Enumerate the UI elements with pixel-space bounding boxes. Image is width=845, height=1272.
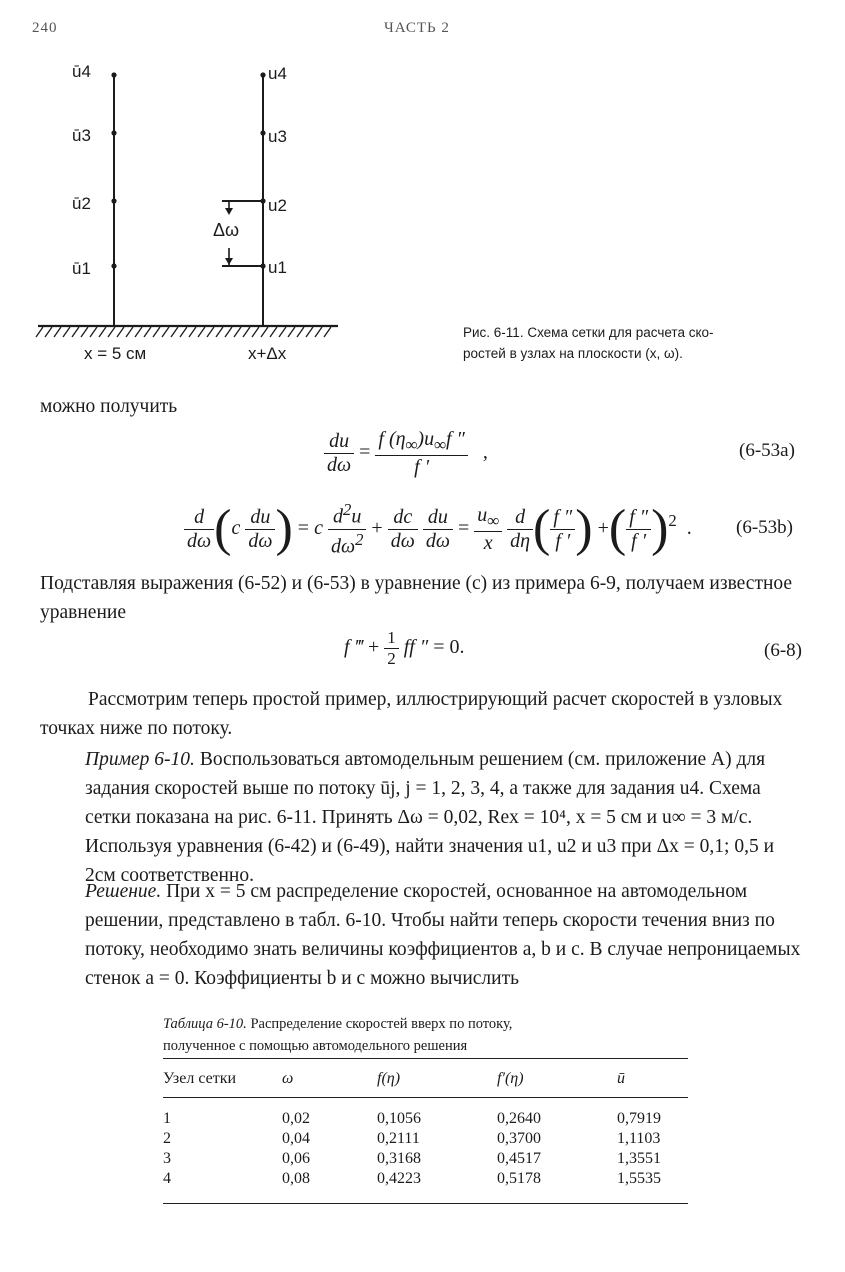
table-cell: 1,5535 <box>617 1170 661 1187</box>
wall-hatch-line <box>153 327 160 337</box>
label-u3: u3 <box>268 127 287 146</box>
table-row <box>163 1109 697 1129</box>
table-cell: 1,1103 <box>617 1130 661 1147</box>
wall-hatch-line <box>171 327 178 337</box>
equation-number-6-53a: (6-53a) <box>739 440 795 461</box>
table-bottom-rule <box>163 1203 688 1204</box>
table-cell: 3 <box>163 1150 171 1167</box>
table-caption: Таблица 6-10. Распределение скоростей вверх по потоку, полученное с помощью автомодельного решения <box>163 1016 513 1054</box>
figure-grid-scheme <box>0 0 845 380</box>
table-cell: 0,2640 <box>497 1110 541 1127</box>
wall-hatch-line <box>45 327 52 337</box>
label-u2-bar: ū2 <box>72 194 91 213</box>
label-u4: u4 <box>268 64 287 83</box>
wall-hatch-line <box>117 327 124 337</box>
paragraph-example-intro: Рассмотрим теперь простой пример, иллюстрирующий расчет скоростей в узловых точках ниже по потоку. <box>40 689 783 739</box>
wall-hatch-line <box>72 327 79 337</box>
table-cell: 4 <box>163 1170 171 1187</box>
wall-hatch-line <box>63 327 70 337</box>
paragraph-substitution: Подставляя выражения (6-52) и (6-53) в уравнение (c) из примера 6-9, получаем известное уравнение <box>40 573 793 623</box>
wall-hatch-line <box>81 327 88 337</box>
label-u3-bar: ū3 <box>72 126 91 145</box>
wall-hatch-line <box>54 327 61 337</box>
equation-6-8: f ‴ + $\frac{1}{2}$ ff ″ = 0. <box>344 628 465 668</box>
table-row <box>163 1169 697 1189</box>
solution-label: Решение. <box>85 881 162 902</box>
grid-scheme-drawing <box>0 0 845 380</box>
solution-body: При x = 5 см распределение скоростей, основанное на автомодельном решении, представлено в табл. 6-10. Чтобы найти теперь скорости течения вниз по потоку, необходимо знать величины коэффициентов a, b и c. В случае непроницаемых стенок a = 0. Коэффициенты b и c можно вычислить <box>85 881 801 989</box>
wall-hatch-line <box>297 327 304 337</box>
table-cell: 0,2111 <box>377 1130 420 1147</box>
table-cell: 0,1056 <box>377 1110 421 1127</box>
solution-paragraph <box>85 877 807 993</box>
table-cell: 0,4223 <box>377 1170 421 1187</box>
col-header: ū <box>617 1070 625 1087</box>
table-cell: 0,5178 <box>497 1170 541 1187</box>
table-cell: 0,02 <box>282 1110 310 1127</box>
label-u1: u1 <box>268 258 287 277</box>
label-x-right: x+Δx <box>248 344 287 363</box>
wall-hatch-line <box>234 327 241 337</box>
figure-caption: Рис. 6-11. Схема сетки для расчета ско- ростей в узлах на плоскости (x, ω). <box>463 325 714 361</box>
col-header: f(η) <box>377 1070 401 1087</box>
table-cell: 0,06 <box>282 1150 310 1167</box>
col-header: f′(η) <box>497 1070 524 1087</box>
wall-hatch-line <box>144 327 151 337</box>
table-top-rule <box>163 1058 688 1059</box>
wall-hatch-line <box>315 327 322 337</box>
table-row <box>163 1149 697 1169</box>
wall-hatch-line <box>279 327 286 337</box>
wall-hatch-line <box>216 327 223 337</box>
wall-hatch-line <box>252 327 259 337</box>
wall-hatch-line <box>180 327 187 337</box>
table-cell: 1 <box>163 1110 171 1127</box>
wall-hatch-line <box>135 327 142 337</box>
wall-hatch-line <box>261 327 268 337</box>
example-body: Воспользоваться автомодельным решением (см. приложение А) для задания скоростей выше по потоку ūj, j = 1, 2, 3, 4, а также для задания u4. Схема сетки показана на рис. 6-11. Принять Δω = 0,02, Rex = 10⁴, x = 5 см и u∞ = 3 м/с. Используя уравнения (6-42) и (6-49), найти значения u1, u2 и u3 при Δx = 0,1; 0,5 и 2см соответственно. <box>85 749 775 886</box>
example-label: Пример 6-10. <box>85 749 195 770</box>
table-cell: 0,7919 <box>617 1110 661 1127</box>
table-cell: 0,4517 <box>497 1150 541 1167</box>
table-cell: 0,08 <box>282 1170 310 1187</box>
label-u1-bar: ū1 <box>72 259 91 278</box>
equation-number-6-53b: (6-53b) <box>736 517 793 538</box>
wall-hatch-line <box>198 327 205 337</box>
wall-hatch-line <box>270 327 277 337</box>
label-u4-bar: ū4 <box>72 62 91 81</box>
wall-hatch-line <box>243 327 250 337</box>
wall-hatch-line <box>126 327 133 337</box>
wall-hatch-line <box>324 327 331 337</box>
intro-text: можно получить <box>40 396 178 417</box>
table-header-row <box>163 1069 697 1089</box>
running-title: ЧАСТЬ 2 <box>384 20 450 36</box>
col-header: Узел сетки <box>163 1070 237 1087</box>
wall-hatch-line <box>225 327 232 337</box>
label-u2: u2 <box>268 196 287 215</box>
page-number: 240 <box>32 20 58 36</box>
wall-hatch-line <box>99 327 106 337</box>
wall-hatch-line <box>108 327 115 337</box>
wall-hatch-line <box>288 327 295 337</box>
wall-hatch-line <box>306 327 313 337</box>
table-cell: 1,3551 <box>617 1150 661 1167</box>
table-cell: 2 <box>163 1130 171 1147</box>
table-cell: 0,04 <box>282 1130 310 1147</box>
table-velocity-upstream <box>163 1069 697 1189</box>
wall-hatch-line <box>90 327 97 337</box>
table-cell: 0,3700 <box>497 1130 541 1147</box>
equation-6-53b: $\frac{d}{d\omega}$ (c $\frac{du}{d\omega}$ ) = c $\frac{d^2u}{d\omega^2}$ + $\frac{dc}{d\omega}$ $\frac{du}{d\omega}$ = $\frac{u_\infty}{x}$ $\frac{d}{d\eta}$ ( $\frac{f ''}{f '}$ ) +( $\frac{f ''}{f '}$ )$^2$ . <box>184 500 692 558</box>
col-header: ω <box>282 1070 294 1087</box>
label-x-left: x = 5 см <box>84 344 147 363</box>
equation-number-6-8: (6-8) <box>764 640 802 661</box>
wall-hatch-line <box>36 327 43 337</box>
example-6-10 <box>85 745 807 890</box>
table-cell: 0,3168 <box>377 1150 421 1167</box>
equation-6-53a: $\frac{du}{d\omega}$ = $\frac{f (\eta_\infty)u_\infty f ''}{f '}$ , <box>324 428 488 479</box>
wall-hatch-line <box>162 327 169 337</box>
label-delta-omega: Δω <box>213 220 240 240</box>
wall-hatch-line <box>189 327 196 337</box>
wall-hatch-line <box>207 327 214 337</box>
table-row <box>163 1129 697 1149</box>
